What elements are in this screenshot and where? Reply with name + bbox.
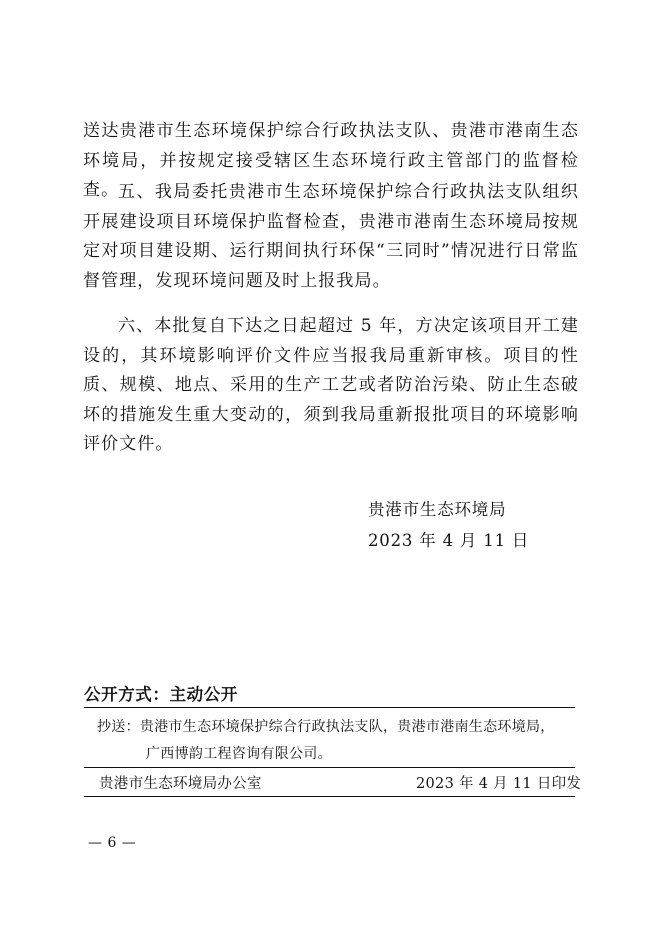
divider-middle — [84, 767, 575, 768]
paragraph-item-six: 六、本批复自下达之日起超过 5 年，方决定该项目开工建设的，其环境影响评价文件应当报我局重新审核。项目的性质、规模、地点、采用的生产工艺或者防治污染、防止生态破坏的措施发生重大变动的，须到我局重新报批项目的环境影响评价文件。 — [83, 316, 579, 454]
cc-line-1: 抄送：贵港市生态环境保护综合行政执法支队，贵港市港南生态环境局， — [97, 719, 555, 735]
issuing-office: 贵港市生态环境局办公室 — [99, 776, 262, 792]
divider-top — [84, 707, 575, 708]
body-paragraph-six-wrapper — [83, 312, 579, 460]
issue-date: 2023 年 4 月 11 日印发 — [416, 776, 582, 792]
body-paragraph-five-wrapper — [83, 178, 579, 296]
cc-line-2: 广西博韵工程咨询有限公司。 — [146, 746, 332, 762]
page-number: — 6 — — [88, 835, 137, 851]
signature-date: 2023 年 4 月 11 日 — [368, 531, 530, 550]
disclosure-method: 公开方式：主动公开 — [84, 685, 238, 704]
divider-bottom — [84, 796, 575, 797]
paragraph-continuation: 送达贵港市生态环境保护综合行政执法支队、贵港市港南生态环境局，并按规定接受辖区生态环境行政主管部门的监督检查。 — [83, 121, 579, 200]
paragraph-item-five: 五、我局委托贵港市生态环境保护综合行政执法支队组织开展建设项目环境保护监督检查，贵港市港南生态环境局按规定对项目建设期、运行期间执行环保“三同时”情况进行日常监督管理，发现环境问题及时上报我局。 — [83, 182, 579, 291]
signature-issuer: 贵港市生态环境局 — [368, 500, 507, 519]
